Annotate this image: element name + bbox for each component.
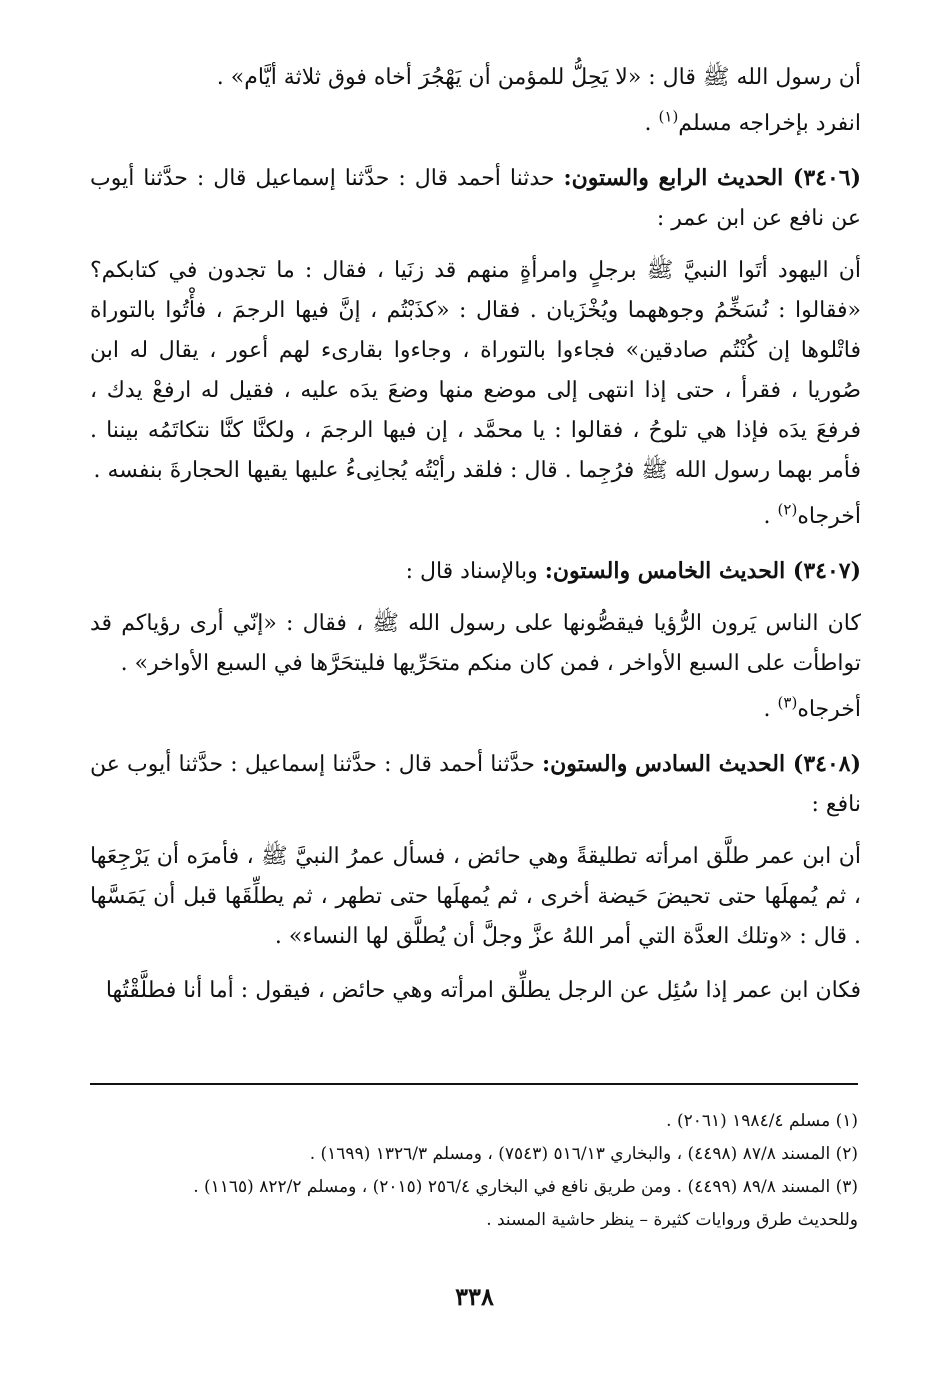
hadith-3406-text: أن اليهود أتَوا النبيَّ ﷺ برجلٍ وامرأةٍ منهم قد زنَيا ، فقال : ما تجدون في كتابكم؟ «فقالوا : نُسَخِّمُ وجوههما ويُخْزَيان . فقال : «كذَبْتُم ، إنَّ فيها الرجمَ ، فأْتُوا بالتوراة فاتْلوها إن كُنْتُم صادقين» فجاءوا بالتوراة ، وجاءوا بقارىء لهم أعور ، يقال له ابن صُوريا ، فقرأ ، حتى إذا انتهى إلى موضع منها وضعَ يدَه عليه ، فقيل له ارفعْ يدك ، فرفعَ يدَه فإذا هي تلوحُ ، فقالوا : يا محمَّد ، إن فيها الرجمَ ، ولكنَّا كنَّا نتكاتَمُه بيننا . فأمر بهما رسول الله ﷺ فرُجِما . قال : فلقد رأيْتُه يُجانِىءُ عليها يقيها الحجارةَ بنفسه . <box>90 258 861 483</box>
hadith-3408-text: أن ابن عمر طلَّق امرأته تطليقةً وهي حائض ، فسأل عمرُ النبيَّ ﷺ ، فأمرَه أن يَرْجِعَها ، ثم يُمهلَها حتى تحيضَ حَيضة أخرى ، ثم يُمهلَها حتى تطهر ، ثم يطلِّقَها قبل أن يَمَسَّها . قال : «وتلك العدَّة التي أمر اللهُ عزَّ وجلَّ أن يُطلَّق لها النساء» . <box>90 844 861 949</box>
source-end: . <box>763 504 778 529</box>
hadith-3408-label: (٣٤٠٨) الحديث السادس والستون: <box>542 751 861 777</box>
footnote-2: (٢) المسند ٨٧/٨ (٤٤٩٨) ، والبخاري ٥١٦/١٣ (٧٥٤٣) ، ومسلم ١٣٢٦/٣ (١٦٩٩) . <box>309 1144 858 1164</box>
footnote-ref-2: (٢) <box>777 500 798 519</box>
hadith-3406-source <box>90 497 861 537</box>
main-text <box>90 58 861 1011</box>
hadith-3408-continuation: فكان ابن عمر إذا سُئِل عن الرجل يطلِّق امرأته وهي حائض ، فيقول : أما أنا فطلَّقْتُها <box>105 978 861 1003</box>
source-text: أخرجاه <box>797 697 861 722</box>
page-number: ٣٣٨ <box>455 1282 494 1311</box>
hadith-3407-label: (٣٤٠٧) الحديث الخامس والستون: <box>544 558 861 584</box>
source-end: . <box>644 111 659 136</box>
source-end: . <box>763 697 778 722</box>
source-text: انفرد بإخراجه مسلم <box>678 111 861 136</box>
hadith-3406-label: (٣٤٠٦) الحديث الرابع والستون: <box>563 165 862 191</box>
footnote-1: (١) مسلم ١٩٨٤/٤ (٢٠٦١) . <box>666 1111 858 1131</box>
footnote-3: (٣) المسند ٨٩/٨ (٤٤٩٩) . ومن طريق نافع في البخاري ٢٥٦/٤ (٢٠١٥) ، ومسلم ٨٢٢/٢ (١١٦٥) . <box>193 1177 858 1197</box>
hadith-3408-isnad: حدَّثنا أحمد قال : حدَّثنا إسماعيل : حدَّثنا أيوب عن نافع : <box>90 752 861 817</box>
hadith-3408-heading <box>90 744 861 825</box>
hadith-3407-source <box>90 690 861 730</box>
hadith-3406-isnad: حدثنا أحمد قال : حدَّثنا إسماعيل قال : حدَّثنا أيوب عن نافع عن ابن عمر : <box>90 166 861 231</box>
hadith-3407-text: كان الناس يَرون الرُّؤيا فيقصُّونها على رسول الله ﷺ ، فقال : «إنّي أرى رؤياكم قد تواطأت على السبع الأواخر ، فمن كان منكم متحَرِّيها فليتحَرَّها في السبع الأواخر» . <box>90 611 861 676</box>
hadith-3405-text: أن رسول الله ﷺ قال : «لا يَحِلُّ للمؤمن أن يَهْجُرَ أخاه فوق ثلاثة أيَّام» . <box>216 65 861 90</box>
footnotes <box>90 1105 858 1237</box>
hadith-3405-source <box>90 104 861 144</box>
source-text: أخرجاه <box>797 504 861 529</box>
hadith-3406-heading <box>90 158 861 239</box>
footnote-ref-3: (٣) <box>777 693 798 712</box>
footnote-divider <box>90 1083 858 1085</box>
hadith-3407-heading <box>90 551 861 592</box>
footnote-ref-1: (١) <box>658 107 679 126</box>
footnote-3-continuation: وللحديث طرق وروايات كثيرة – ينظر حاشية المسند . <box>486 1210 858 1230</box>
hadith-3407-isnad: وبالإسناد قال : <box>405 559 545 584</box>
